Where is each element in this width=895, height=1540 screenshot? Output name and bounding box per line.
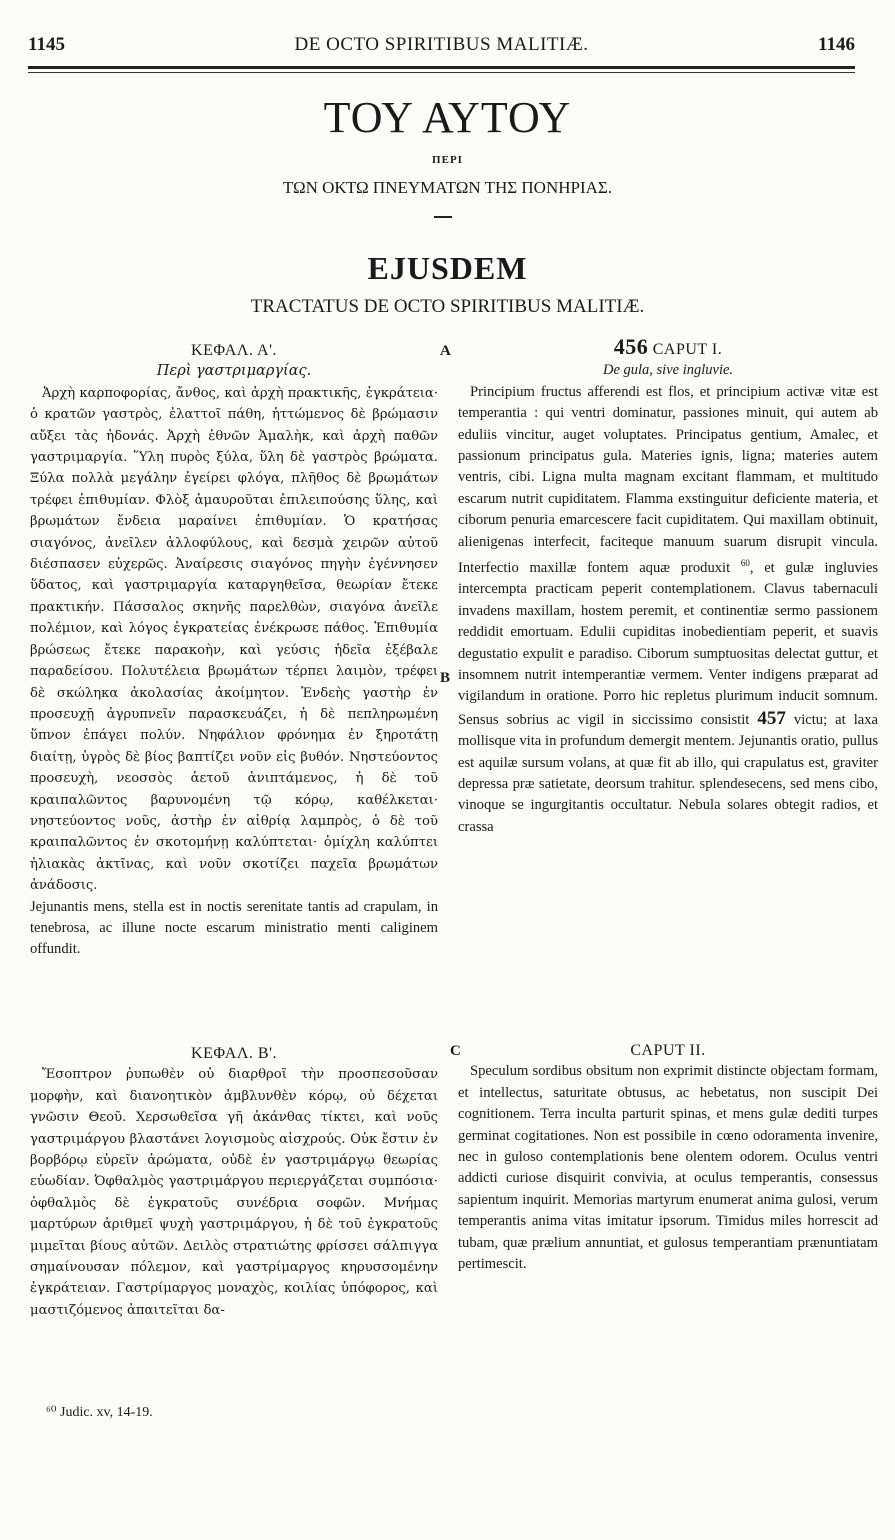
latin-chapter1-heading: CAPUT I. (652, 341, 723, 358)
latin-chapter1-text (458, 382, 878, 838)
left-column-chapter2 (30, 1043, 438, 1321)
running-header (28, 34, 855, 58)
greek-peri: ΠΕΡΙ (432, 154, 463, 166)
greek-chapter1-subtitle: Περὶ γαστριμαργίας. (156, 363, 312, 380)
latin-chapter1-heading-line (458, 336, 878, 360)
margin-marker-b: B (440, 670, 451, 686)
running-title: DE OCTO SPIRITIBUS MALITIÆ. (294, 34, 589, 55)
greek-chapter1-heading: ΚΕΦΑΛ. Α'. (191, 342, 277, 359)
greek-subtitle: ΤΩΝ ΟΚΤΩ ΠΝΕΥΜΑΤΩΝ ΤΗΣ ΠΟΝΗΡΙΑΣ. (282, 178, 613, 197)
page-number-left: 1145 (28, 34, 65, 55)
latin-chapter1-text-a: Principium fructus afferendi est flos, et principium activæ vitæ est temperantia : qui ventri dominatur, passiones minuit, qui autem ab eduliis vincitur, auget voluptates. Principatus gentium, Amalec, et passionum principatus gula. Materies ignis, ligna; materies autem ventris, cibi. Ligna multa magnam excitant flammam, et multitudo escarum nutrit cupiditatem. Flamma exstinguitur deficiente materia, et ciborum penuria emarcescere facit cupiditatem. Qui maxillam obtinuit, alienigenas interfecit, faciteque manuum suarum disrupit vincula. Interfectio maxillæ fontem aquæ produxit (458, 383, 878, 576)
left-column (30, 340, 438, 961)
page-number-right: 1146 (818, 34, 855, 55)
margin-marker-c: C (450, 1043, 461, 1059)
greek-chapter1-text: Ἀρχὴ καρποφορίας, ἄνθος, καὶ ἀρχὴ πρακτικῆς, ἐγκράτεια· ὁ κρατῶν γαστρὸς, ἐλαττοῖ πάθη, ἡττώμενος δὲ βρώμασιν αὔξει τὰς ἡδονάς. Ἀρχὴ ἐθνῶν Ἀμαλὴκ, καὶ ἀρχὴ παθῶν γαστριμαργία. Ὕλη πυρὸς ξύλα, ὕλη δὲ γαστρὸς βρώματα. Ξύλα πολλὰ μεγάλην ἐγείρει φλόγα, πλῆθος δὲ βρωμάτων τρέφει ἐπιθυμίαν. Φλὸξ ἀμαυροῦται ἐπιλειπούσης ὕλης, καὶ βρωμάτων ἔνδεια μαραίνει ἐπιθυμίαν. Ὁ κρατήσας σιαγόνος, ἀνεῖλεν ἀλλοφύλους, καὶ δεσμὰ χειρῶν αὐτοῦ διέσπασεν εὐχερῶς. Ἀναίρεσις σιαγόνος πηγὴν ἐγέννησεν ὕδατος, καὶ γαστριμαργία καταργηθεῖσα, θεωρίαν ἔτεκε πρακτικήν. Πάσσαλος σκηνῆς παρελθὼν, σιαγόνα ἀνεῖλε πολέμιον, καὶ λόγος ἐγκρατείας ἐνέκρωσε πάθος. Ἐπιθυμία βρώσεως ἔτεκε παρακοὴν, καὶ γεύσις ἡδεῖα ἐξέβαλε παραδείσου. Πολυτέλεια βρωμάτων τέρπει λαιμὸν, τρέφει δὲ σκώληκα ἀκολασίας ἀκοίμητον. Ἐνδεὴς γαστὴρ ἐν προσευχῇ ἀγρυπνεῖν παρασκευάζει, ἡ δὲ πεπληρωμένη ὕπνον ἐπάγει πολύν. Νηφάλιον φρόνημα ἐν ξηροτάτῃ διαίτῃ, ὑγρὸς δὲ βίος βαπτίζει νοῦν εἰς βυθόν. Νηστεύοντος προσευχὴ, νεοσσὸς ἀετοῦ ἀνιπτάμενος, ἡ δὲ τοῦ κραιπαλῶντος βαρυνομένη τῷ κόρῳ, καθέλκεται· νηστεύοντος νοῦς, ἀστὴρ ἐν αἰθρίᾳ λαμπρὸς, ὁ δὲ τοῦ κραιπαλῶντος ἐν σκοτομήνῃ καλύπτεται· ὁμίχλη καλύπτει ἡλιακὰς ἀκτῖνας, καὶ νοῦν σκοτίζει παχεῖα βρωμάτων ἀνάδοσις. (30, 385, 438, 894)
column-number-457: 457 (757, 707, 786, 729)
latin-chapter2-text: Speculum sordibus obsitum non exprimit distincte objectam formam, et intellectus, saturitate obtusus, ac hebetatus, non suscipit Dei cognitionem. Terra inculta parturit spinas, et mens gulæ dediti turpes germinat cogitationes. Non est possibile in cœno odoramenta invenire, nec in guloso contemplationis bene olentem odorem. Oculus ventri addicti curiose disquirit convivia, at oculus temperantis, consessus sapientum inquirit. Memorias martyrum enumerat anima gulosi, verum temperantis anima vitas imitatur ipsorum. Timidus miles horrescit ad tubam, quæ prælium annuntiat, et gulosus temperantiam prænuntiatam pertimescit. (458, 1063, 878, 1273)
latin-chapter1-subtitle: De gula, sive ingluvie. (602, 362, 734, 379)
latin-subtitle: TRACTATUS DE OCTO SPIRITIBUS MALITIÆ. (250, 296, 645, 317)
greek-chapter2-text: Ἔσοπτρον ῥυπωθὲν οὐ διαρθροῖ τὴν προσπεσοῦσαν μορφὴν, καὶ διανοητικὸν ἀμβλυνθὲν κόρῳ, οὐ δέχεται γνῶσιν Θεοῦ. Χερσωθεῖσα γῆ ἀκάνθας τίκτει, καὶ νοῦς γαστριμάργου βλαστάνει λογισμοὺς αἰσχρούς. Οὐκ ἔστιν ἐν βορβόρῳ εὑρεῖν ἀρώματα, οὐδὲ ἐν γαστριμάργῳ θεωρίας εὐωδίαν. Ὀφθαλμὸς γαστριμάργου περιεργάζεται συμπόσια· ὀφθαλμὸς δὲ ἐγκρατοῦς συνέδρια σοφῶν. Μνήμας μαρτύρων ἀριθμεῖ ψυχὴ γαστριμάργου, ἡ δὲ τοῦ ἐγκρατοῦς μιμεῖται βίους αὐτῶν. Δειλὸς στρατιώτης φρίσσει σάλπιγγα σημαίνουσαν πόλεμον, καὶ γαστρίμαργος κηρυσσομένην ἐγκράτειαν. Γαστρίμαργος μοναχὸς, κοιλίας ὑπόφορος, καὶ μαστιζόμενος ἀπαιτεῖται δα- (30, 1067, 438, 1318)
footnote-reference: 60 (740, 558, 750, 569)
latin-chapter1-text-b: , et gulæ ingluvies intercempta practicam peperit contemplationem. Clavus tabernaculi invadens maxillam, hostem peremit, et continentiæ sermo passionem reddidit emortuam. Edulii cupiditas inobedientiam peperit, et suavis degustatio expulit e paradiso. Ciborum sumptuositas delectat guttur, et insomnem nutrit intemperantiæ vermem. Venter indigens præparat ad vigilandum in oratione. Porro hic repletus plurimum inducit somnum. Sensus sobrius ac vigil in siccissimo consistit (458, 559, 878, 728)
column-number-456: 456 (613, 334, 649, 359)
latin-chapter2-heading: CAPUT II. (630, 1042, 706, 1059)
latin-chapter1-tail: Jejunantis mens, stella est in noctis serenitate tantis ad crapulam, in tenebrosa, ac illune nocte escarum ministratio menti caliginem offundit. (30, 898, 438, 958)
right-column-chapter2 (458, 1040, 878, 1275)
header-rule-thin (28, 72, 855, 73)
greek-title: ΤΟΥ ΑΥΤΟΥ (323, 93, 572, 142)
right-column (458, 336, 878, 838)
title-dash (434, 216, 452, 218)
latin-chapter1-text-c: victu; at laxa mollisque vita in profundum demergit mentem. Jejunantis oratio, pullus est aquilæ sursum volans, at quæ fit ab illo, qui crapulatus est, graviter depressa præ satietate, deorsum trahitur. splendesecens, sed mens cibo, vinoque se ingurgitantis occultatur. Nebula solares obtegit radios, et crassa (458, 711, 879, 835)
greek-chapter2-heading: ΚΕΦΑΛ. Β'. (191, 1045, 277, 1062)
header-rule-thick (28, 66, 855, 69)
footnote: ⁶⁰ Judic. xv, 14-19. (46, 1405, 153, 1420)
margin-marker-a: A (440, 343, 451, 359)
latin-title: EJUSDEM (367, 250, 528, 286)
